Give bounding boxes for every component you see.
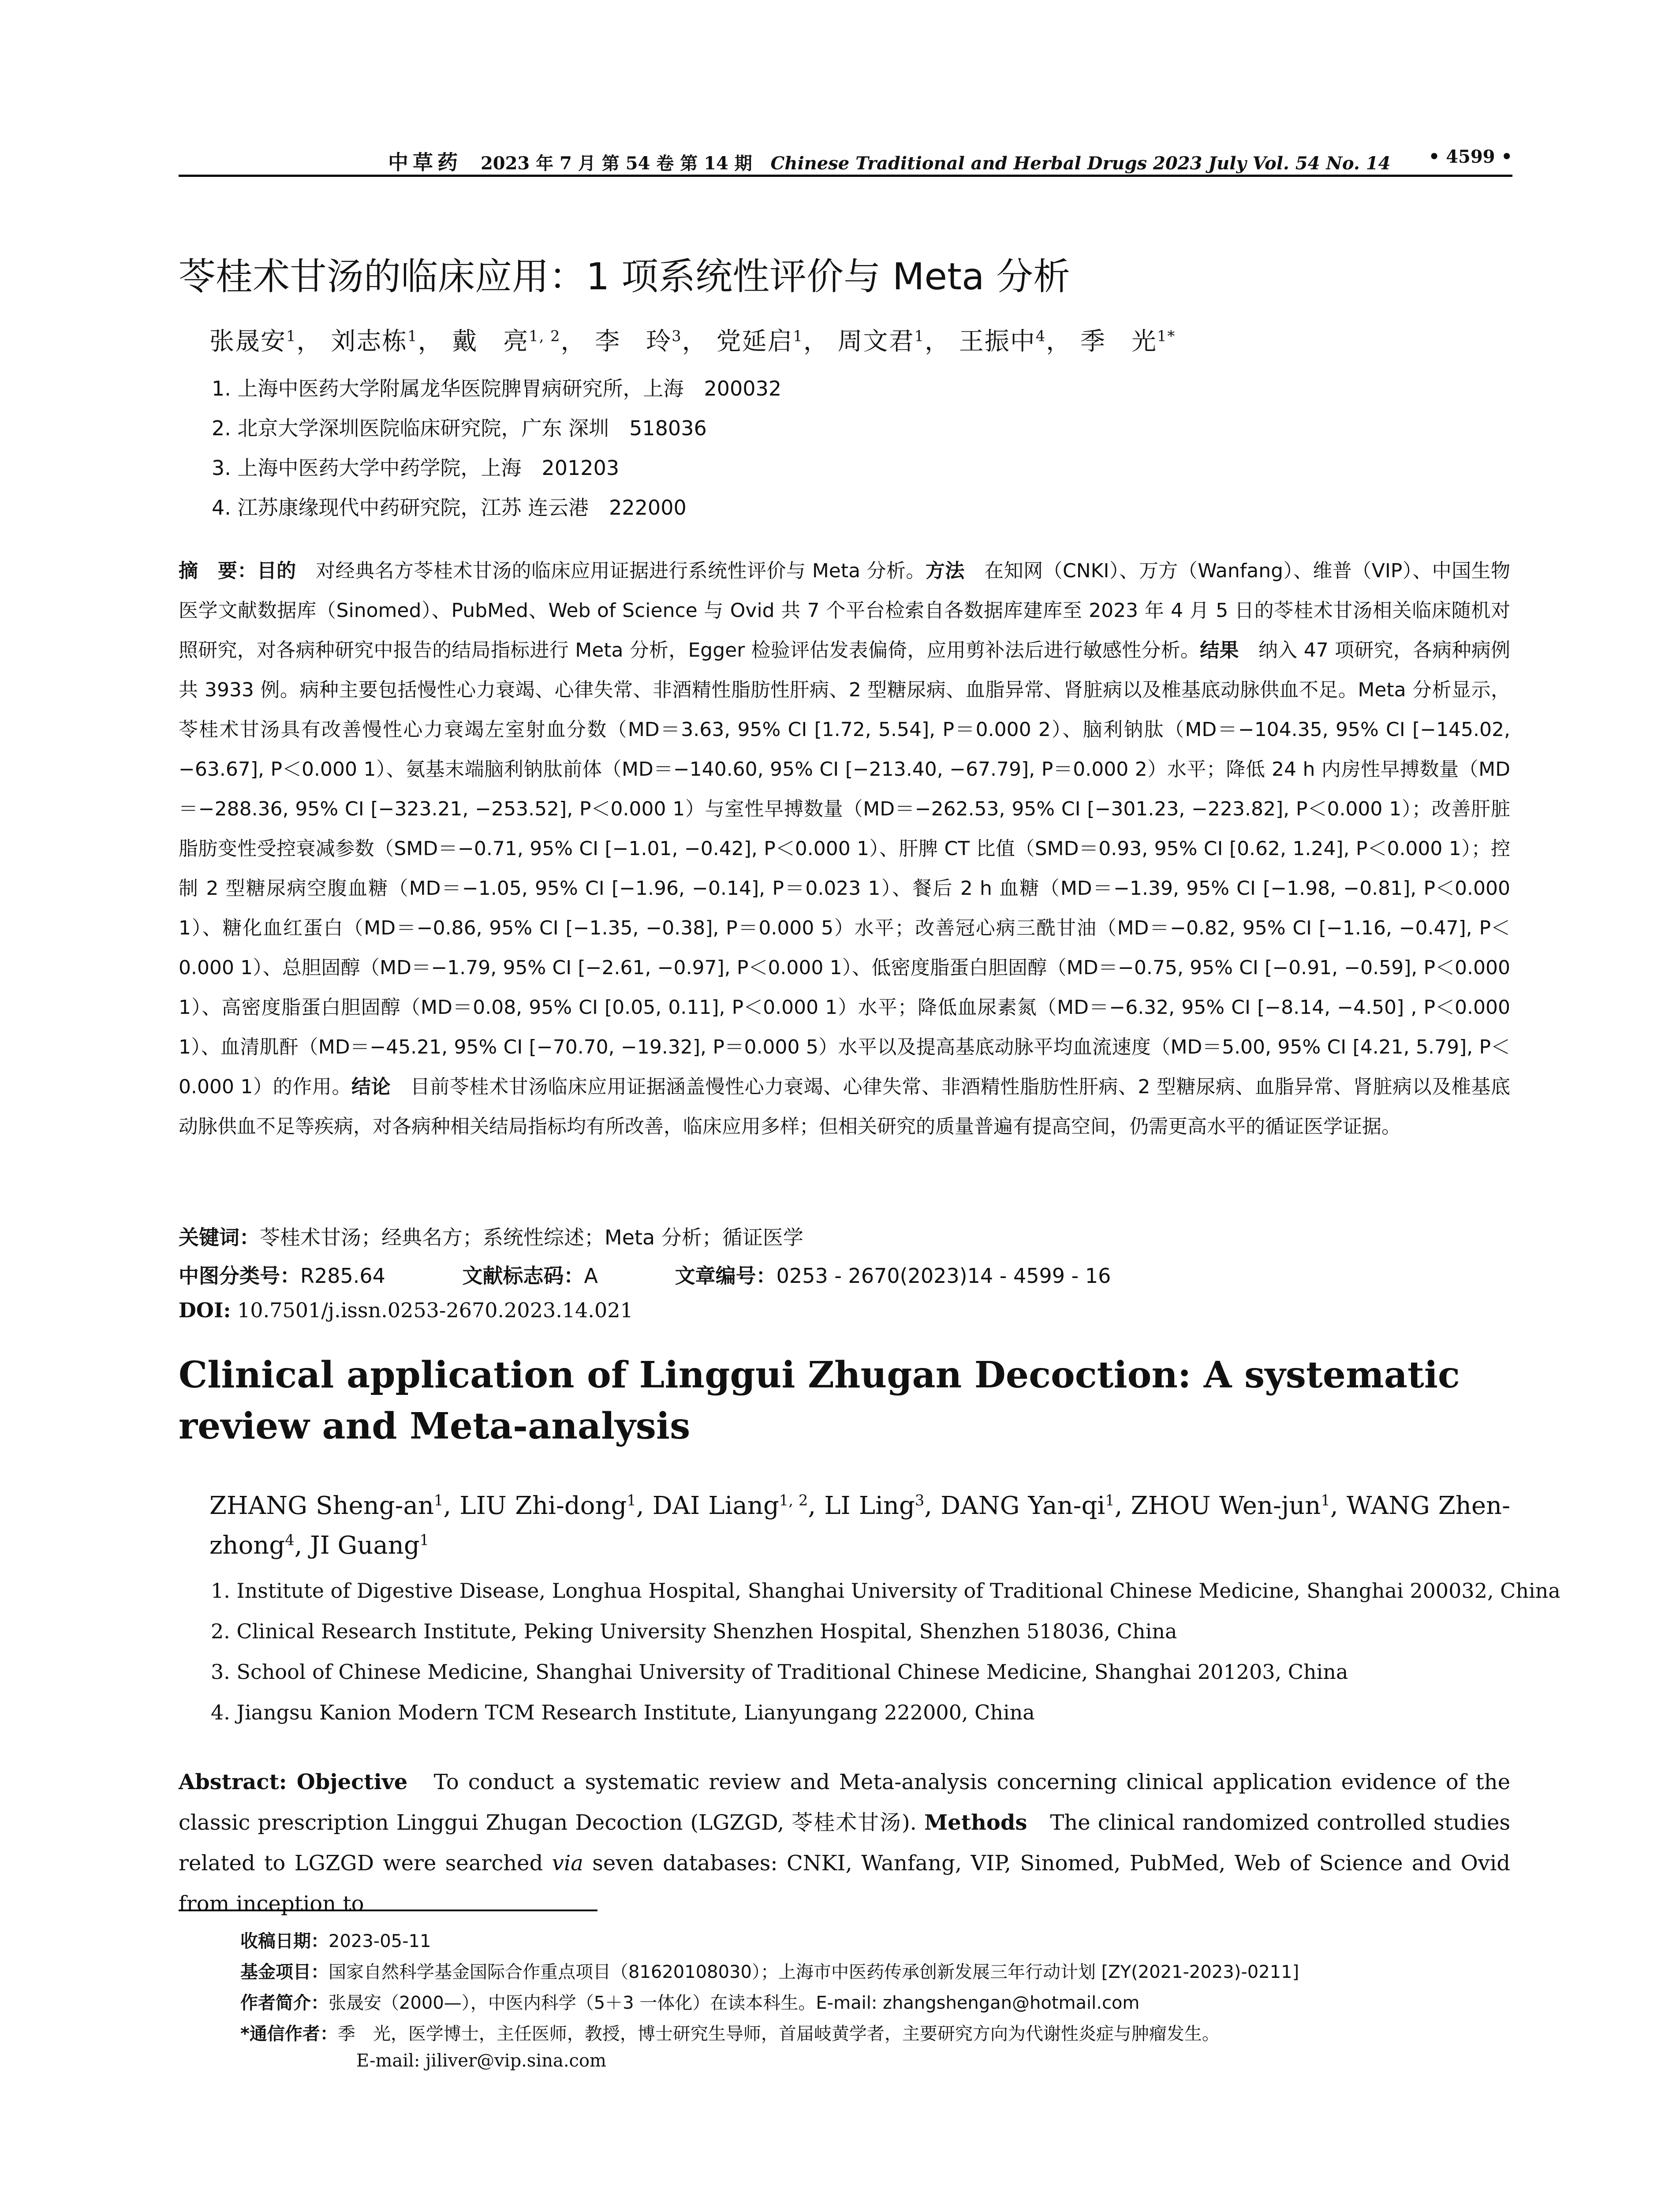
clc-value: R285.64 [300, 1264, 385, 1288]
affiliation-zh: 3. 上海中医药大学中药学院，上海 201203 [212, 456, 620, 480]
author-zh-sup: 3 [672, 327, 682, 345]
footnote-corr-email: E-mail: jiliver@vip.sina.com [356, 2051, 606, 2071]
fund-label: 基金项目： [240, 1962, 329, 1982]
author-en-sup: 1 [1105, 1491, 1115, 1509]
page-number: • 4599 • [1428, 146, 1512, 167]
bio-label: 作者简介： [240, 1993, 329, 2013]
header-rule [179, 175, 1512, 177]
doi-line [179, 1298, 633, 1322]
author-en: JI Guang [310, 1531, 420, 1560]
affiliation-en: 2. Clinical Research Institute, Peking University Shenzhen Hospital, Shenzhen 518036, China [211, 1619, 1177, 1643]
author-en: DAI Liang [652, 1491, 779, 1520]
received-label: 收稿日期： [240, 1931, 329, 1951]
methods-text: 在知网（CNKI）、万方（Wanfang）、维普（VIP）、中国生物医学文献数据库（Sinomed）、PubMed、Web of Science 与 Ovid 共 7 个平台检索自各数据库建库至 2023 年 4 月 5 日的苓桂术甘汤相关临床随机对照研究，对各病种研究中报告的结局指标进行 Meta 分析，Egger 检验评估发表偏倚，应用剪补法后进行敏感性分析。 [179, 560, 1511, 662]
doc-code-value: A [584, 1264, 598, 1288]
author-en: LIU Zhi-dong [459, 1491, 627, 1520]
affiliation-zh: 1. 上海中医药大学附属龙华医院脾胃病研究所，上海 200032 [212, 377, 782, 400]
author-zh-sup: 1* [1157, 327, 1176, 345]
author-zh: 王振中 [959, 327, 1036, 356]
doi-label: DOI: [179, 1298, 231, 1322]
footnote-bio [240, 1989, 1139, 2014]
author-zh-sup: 1 [793, 327, 803, 345]
author-en-sup: 1 [433, 1491, 444, 1509]
affiliation-en: 4. Jiangsu Kanion Modern TCM Research Institute, Lianyungang 222000, China [211, 1700, 1035, 1724]
author-en-sup: 4 [285, 1531, 295, 1549]
keywords-text: 苓桂术甘汤；经典名方；系统性综述；Meta 分析；循证医学 [260, 1226, 803, 1249]
footnote-rule [179, 1910, 597, 1911]
objective-text: 对经典名方苓桂术甘汤的临床应用证据进行系统性评价与 Meta 分析。 [296, 560, 926, 582]
conclusion-label: 结论 [351, 1076, 391, 1098]
journal-logo: 中草药 [388, 150, 462, 174]
author-zh: 季 光 [1080, 327, 1157, 356]
affiliation-en: 3. School of Chinese Medicine, Shanghai University of Traditional Chinese Medicine, Shanghai 201203, China [211, 1660, 1348, 1684]
journal-info [388, 146, 1390, 176]
author-zh-sup: 1, 2 [529, 327, 561, 345]
abstract-en-methods-b: seven databases: CNKI, Wanfang, VIP, Sinomed, PubMed, Web of Science and Ovid from inception to [179, 1851, 1511, 1916]
author-en: ZHANG Sheng-an [209, 1491, 434, 1520]
author-zh: 张晟安 [209, 327, 286, 356]
bio-value: 张晟安（2000—），中医内科学（5＋3 一体化）在读本科生。E-mail: zhangshengan@hotmail.com [329, 1993, 1140, 2013]
abstract-en [179, 1762, 1510, 1924]
article-no-label: 文章编号： [675, 1264, 777, 1288]
author-zh: 党延启 [716, 327, 793, 356]
conclusion-text: 目前苓桂术甘汤临床应用证据涵盖慢性心力衰竭、心律失常、非酒精性脂肪性肝病、2 型糖尿病、血脂异常、肾脏病以及椎基底动脉供血不足等疾病，对各病种相关结局指标均有所改善，临床应用多样；但相关研究的质量普遍有提高空间，仍需更高水平的循证医学证据。 [179, 1076, 1510, 1138]
clc-label: 中图分类号： [179, 1264, 300, 1288]
doc-code-label: 文献标志码： [462, 1264, 584, 1288]
footnote-received [240, 1927, 431, 1952]
affiliation-en: 1. Institute of Digestive Disease, Longhua Hospital, Shanghai University of Traditional Chinese Medicine, Shanghai 200032, China [211, 1579, 1561, 1603]
author-zh-sup: 1 [914, 327, 925, 345]
methods-label: 方法 [925, 560, 965, 582]
results-label: 结果 [1200, 639, 1239, 662]
abstract-en-via: via [552, 1851, 583, 1876]
objective-label: 目的 [257, 560, 296, 582]
running-header [179, 142, 1512, 173]
abstract-zh [179, 551, 1510, 1147]
abstract-en-label: Abstract: Objective [179, 1770, 408, 1794]
author-zh: 刘志栋 [331, 327, 408, 356]
abstract-en-methods-a: The clinical randomized controlled studies related to LGZGD were searched [179, 1810, 1510, 1876]
keywords-label: 关键词： [179, 1226, 260, 1249]
abstract-en-objective: To conduct a systematic review and Meta-analysis concerning clinical application evidence of the classic prescription Linggui Zhugan Decoction (LGZGD, 苓桂术甘汤). [179, 1770, 1511, 1835]
keywords [179, 1222, 803, 1251]
authors-en: ZHANG Sheng-$an^1$, LIU Zhi-dong$^1$, DAI Liang$^{1, 2}$, LI Ling$^3$, DANG Yan-$qi^1$, ZHOU Wen-jun$^1$, WANG Zhen-zhong$^4$, JI Guang$^1$ [209, 1491, 1510, 1560]
author-en: DANG Yan-qi [941, 1491, 1105, 1520]
author-en: LI Ling [824, 1491, 915, 1520]
fund-value: 国家自然科学基金国际合作重点项目（81620108030）；上海市中医药传承创新发展三年行动计划 [ZY(2021-2023)-0211] [329, 1962, 1299, 1982]
footnote-fund [240, 1958, 1299, 1983]
author-zh-sup: 1 [286, 327, 297, 345]
author-en-sup: 1 [627, 1491, 636, 1509]
title-zh: 苓桂术甘汤的临床应用：1 项系统性评价与 Meta 分析 [179, 255, 1071, 298]
author-zh-sup: 1 [407, 327, 418, 345]
author-en-sup: 3 [915, 1491, 925, 1509]
author-en-sup: 1 [1321, 1491, 1330, 1509]
authors-zh: 张晟安$^1$， 刘志栋$^1$， 戴 亮$^{1, 2}$， 李 玲$^3$， 党延启$^1$， 周文君$^1$， 王振中$^4$， 季 光$^{1*}$ [209, 327, 1176, 356]
corr-label: *通信作者： [240, 2024, 338, 2044]
abstract-zh-label: 摘 要： [179, 560, 257, 582]
author-en: ZHOU Wen-jun [1131, 1491, 1321, 1520]
doi-value: 10.7501/j.issn.0253-2670.2023.14.021 [231, 1298, 633, 1322]
author-zh: 李 玲 [595, 327, 672, 356]
affiliation-zh: 2. 北京大学深圳医院临床研究院，广东 深圳 518036 [212, 416, 707, 440]
title-en: Clinical application of Linggui Zhugan Decoction: A systematic review and Meta-analysis [179, 1354, 1460, 1447]
author-zh: 戴 亮 [452, 327, 529, 356]
classification-line [179, 1260, 1111, 1289]
results-text: 纳入 47 项研究，各病种病例共 3933 例。病种主要包括慢性心力衰竭、心律失常、非酒精性脂肪性肝病、2 型糖尿病、血脂异常、肾脏病以及椎基底动脉供血不足。Meta 分析显示，苓桂术甘汤具有改善慢性心力衰竭左室射血分数（MD＝3.63, 95% CI [1.72, 5.54], P＝0.000 2）、脑利钠肽（MD＝−104.35, 95% CI [−145.02, −63.67], P＜0.000 1）、氨基末端脑利钠肽前体（MD＝−140.60, 95% CI [−213.40, −67.79], P＝0.000 2）水平；降低 24 h 内房性早搏数量（MD＝−288.36, 95% CI [−323.21, −253.52], P＜0.000 1）与室性早搏数量（MD＝−262.53, 95% CI [−301.23, −223.82], P＜0.000 1）；改善肝脏脂肪变性受控衰减参数（SMD＝−0.71, 95% CI [−1.01, −0.42], P＜0.000 1）、肝脾 CT 比值（SMD＝0.93, 95% CI [0.62, 1.24], P＜0.000 1）；控制 2 型糖尿病空腹血糖（MD＝−1.05, 95% CI [−1.96, −0.14], P＝0.023 1）、餐后 2 h 血糖（MD＝−1.39, 95% CI [−1.98, −0.81], P＜0.000 1）、糖化血红蛋白（MD＝−0.86, 95% CI [−1.35, −0.38], P＝0.000 5）水平；改善冠心病三酰甘油（MD＝−0.82, 95% CI [−1.16, −0.47], P＜0.000 1）、总胆固醇（MD＝−1.79, 95% CI [−2.61, −0.97], P＜0.000 1）、低密度脂蛋白胆固醇（MD＝−0.75, 95% CI [−0.91, −0.59], P＜0.000 1）、高密度脂蛋白胆固醇（MD＝0.08, 95% CI [0.05, 0.11], P＜0.000 1）水平；降低血尿素氮（MD＝−6.32, 95% CI [−8.14, −4.50] , P＜0.000 1）、血清肌酐（MD＝−45.21, 95% CI [−70.70, −19.32], P＝0.000 5）水平以及提高基底动脉平均血流速度（MD＝5.00, 95% CI [4.21, 5.79], P＜0.000 1）的作用。 [179, 639, 1510, 1098]
author-zh-sup: 4 [1035, 327, 1046, 345]
corr-value: 季 光，医学博士，主任医师，教授，博士研究生导师，首届岐黄学者，主要研究方向为代谢性炎症与肿瘤发生。 [337, 2024, 1220, 2044]
received-value: 2023-05-11 [329, 1931, 431, 1951]
journal-issue-en: Chinese Traditional and Herbal Drugs 2023 July Vol. 54 No. 14 [770, 153, 1391, 174]
author-en: WANG Zhen-zhong [209, 1491, 1510, 1560]
abstract-en-methods-label: Methods [924, 1810, 1027, 1835]
author-en-sup: 1 [419, 1531, 429, 1549]
footnote-corresponding [240, 2020, 1220, 2045]
affiliation-zh: 4. 江苏康缘现代中药研究院，江苏 连云港 222000 [212, 496, 687, 519]
author-en-sup: 1, 2 [779, 1491, 808, 1509]
article-no-value: 0253 - 2670(2023)14 - 4599 - 16 [776, 1264, 1111, 1288]
journal-issue-cn: 2023 年 7 月 第 54 卷 第 14 期 [480, 153, 752, 174]
author-zh: 周文君 [837, 327, 915, 356]
